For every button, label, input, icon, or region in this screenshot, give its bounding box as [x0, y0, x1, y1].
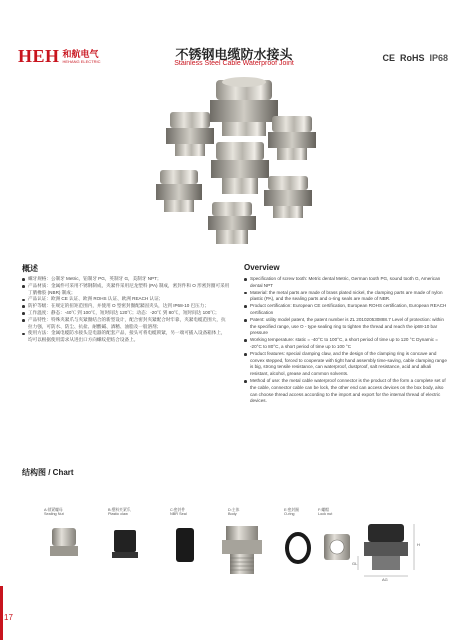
part-name-en: Lock nut [318, 512, 333, 517]
list-item: Product features: special clamping claw, and the design of the clamping ring is concave and convex stepped, forced to cooperate with tight hand assembly time-saving, cable clamping range is big, strong tensile resistance, can waterproof, dustproof, salt resistance, acid and alkali resistant, alcohol, grease and common solvents. [244, 351, 448, 378]
lock-nut-part [324, 534, 350, 560]
part-label-f [318, 508, 360, 517]
plastic-claw-part [112, 530, 138, 558]
gland-fitting-mid-left [166, 112, 214, 156]
assembly-drawing [352, 524, 420, 582]
page-number: 17 [4, 613, 13, 622]
list-item: 螺牙规格：公制牙 Metric，铂制牙 PG，英制牙 G，美制牙 NPT； [22, 276, 230, 283]
o-ring-part [287, 534, 309, 562]
part-name-en: Sealing Nut [44, 512, 64, 517]
gland-fitting-bottom-right [264, 176, 312, 218]
gland-fitting-large [210, 77, 278, 136]
list-item: 工作温度：静态：-40℃ 到 100℃，短时间达 120℃；动态：-20℃ 到 80℃，短时间达 100℃； [22, 310, 230, 317]
part-label-b [108, 508, 150, 517]
page-edge-bar [0, 586, 3, 640]
list-item: Specification of screw tooth: Metric dental Metric, German tooth PG, sound tooth G, American dental NPT [244, 276, 448, 290]
gland-fitting-mid-right [268, 116, 316, 160]
part-label-c [170, 508, 212, 517]
part-name-cn: A:锁紧螺母 [44, 508, 63, 512]
list-item: 产品材质：金属件可采用不锈钢制成，夹紧件采用尼龙塑料 (PA) 制成，密封件和 O 形密封圈可采用丁腈橡胶 (NBR) 制成； [22, 283, 230, 297]
part-label-a [44, 508, 86, 517]
brand-name-en: HEHANG ELECTRIC [62, 58, 101, 64]
product-photo [0, 72, 468, 256]
part-name-cn: C:密封件 [170, 508, 186, 512]
list-item: 产品认证：欧洲 CE 认证、欧洲 ROHS 认证、欧洲 REACH 认证； [22, 296, 230, 303]
gland-fitting-bottom-left [156, 170, 202, 212]
page-title-en: Stainless Steel Cable Waterproof Joint [174, 60, 294, 67]
overview-list-en [244, 276, 448, 405]
list-item: 防护等级：在规定的扭矩范围内，并使用 O 型密封圈配紧固夹头，达到 IP68-10 巴压力； [22, 303, 230, 310]
part-name-en: O-ring [284, 512, 295, 517]
part-name-en: Body [228, 512, 237, 517]
page-title-cn: 不锈钢电缆防水接头 [175, 47, 293, 62]
brand-mark: HEH [18, 46, 60, 66]
ip-rating: IP68 [429, 53, 448, 63]
list-item: Product certification: European CE certification, European ROHS certification, European REACH certification [244, 303, 448, 317]
overview-heading-cn: 概述 [22, 264, 38, 273]
structure-diagram [0, 520, 468, 582]
gland-fitting-center [211, 142, 269, 194]
list-item: Material: the metal parts are made of brass plated nickel, the clamping parts are made of nylon plastic (PA), and the sealing parts and o-ring seals are made of NBR. [244, 290, 448, 304]
body-part [222, 526, 262, 574]
gland-fitting-small [208, 202, 256, 244]
part-name-cn: B:塑料夹紧爪 [108, 508, 131, 512]
part-label-d [228, 508, 270, 517]
list-item: Working temperature: static = -40°C to 100°C, a short period of time up to 120 °C Dynamic = -20°C to 80°C, a short period of time up to 100 °C [244, 337, 448, 351]
list-item: 使用方法：金属电缆防水接头是电器的配套产品，接头可将电缆锁紧，另一端可插入设备箱体上，均可以根据使用需求从进出口方向螺纹把结合设备上。 [22, 330, 230, 344]
part-name-cn: D:主体 [228, 508, 240, 512]
overview-heading-en: Overview [244, 263, 280, 272]
overview-list-cn [22, 276, 230, 344]
dim-h-label: H [417, 542, 420, 547]
part-name-cn: F:螺帽 [318, 508, 329, 512]
dim-gl-label: GL [352, 561, 358, 566]
nbr-seal-part [176, 528, 194, 562]
sealing-nut-part [50, 528, 78, 556]
part-name-cn: E:密封圈 [284, 508, 299, 512]
dim-ag-label: AG [382, 577, 388, 582]
rohs-mark: RoHS [399, 53, 425, 63]
certification-marks [382, 53, 448, 63]
chart-heading: 结构图 / Chart [22, 468, 74, 477]
list-item: 产品特性：特殊夹紧爪与夹紧圈结合的新型设计，配合密封夹紧配合时牢靠，夹紧电缆范围大，抗拉力强，可防水、防尘、抗盐、耐酸碱、酒精、油脂及一般溶剂； [22, 317, 230, 331]
list-item: Method of use: the metal cable waterproof connector is the product of the form a complete set of the cable, connector cable can be lock, the other end can access devices on the box body, also can choose thread access according to the import and export for the internal thread of electric devices. [244, 378, 448, 405]
ce-mark: CE [382, 53, 395, 63]
part-name-en: NBR Seal [170, 512, 187, 517]
list-item: Patent: utility model patent, the patent number is ZL 201020530888.7 Level of protection: within the specified range, use O - type sealing ring to tighten the thread and reach the ip68-10 bar pressure [244, 317, 448, 337]
brand-name-cn: 和航电气 [62, 48, 99, 59]
part-name-en: Plastic claw [108, 512, 128, 517]
